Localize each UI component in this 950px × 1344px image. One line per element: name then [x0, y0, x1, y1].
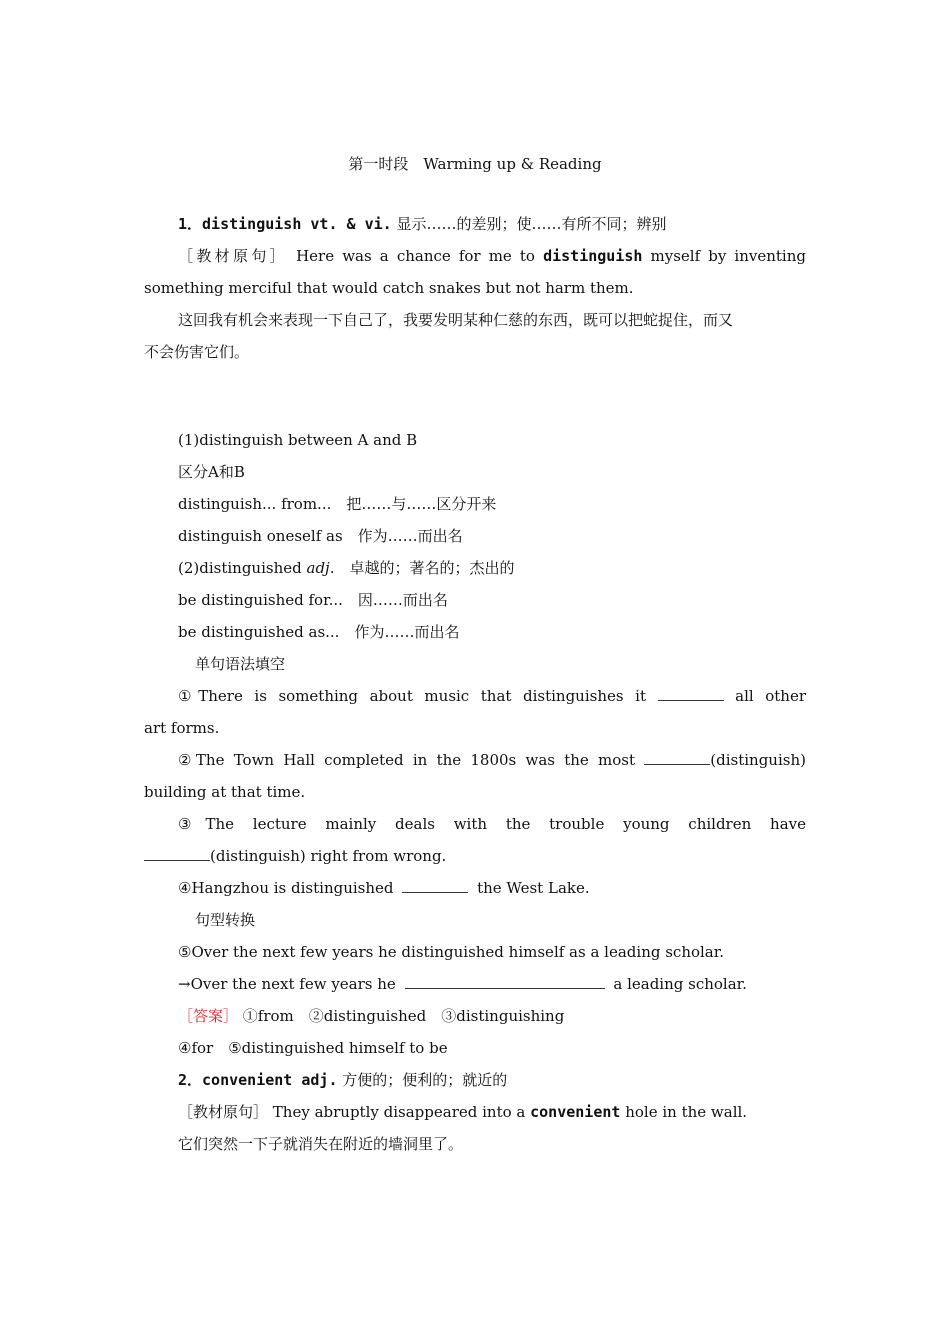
note-line: distinguish... from... 把……与……区分开来	[178, 495, 497, 513]
keyword: distinguish	[543, 247, 643, 265]
answer-blank[interactable]	[402, 878, 468, 893]
answer-line1	[178, 1006, 806, 1026]
question-4	[178, 878, 806, 898]
keyword: convenient	[530, 1103, 621, 1121]
question-3-line2	[144, 846, 806, 866]
vocab-heading-convenient	[178, 1070, 806, 1090]
question-text: →Over the next few years he	[178, 975, 396, 993]
answer-blank[interactable]	[658, 686, 724, 701]
answer-blank[interactable]	[405, 974, 605, 989]
item-number: 1．	[178, 215, 203, 233]
question-text: (distinguish) right from wrong.	[210, 847, 447, 865]
textbook-sentence-line2: something merciful that would catch snakes but not harm them.	[144, 279, 634, 297]
part-of-speech: adj.	[306, 559, 335, 577]
textbook-sentence-2	[178, 1102, 806, 1122]
question-1-line1	[178, 686, 806, 706]
answer-line2: ④for ⑤distinguished himself to be	[178, 1039, 448, 1057]
translation-2: 它们突然一下子就消失在附近的墙洞里了。	[178, 1135, 464, 1153]
sentence-part: hole in the wall.	[625, 1103, 748, 1121]
answer-tag: ［答案］	[178, 1007, 239, 1025]
answer-blank[interactable]	[144, 846, 210, 861]
answer-blank[interactable]	[644, 750, 710, 765]
headword-meaning: 方便的；便利的；就近的	[342, 1071, 508, 1089]
textbook-tag: ［教材原句］	[178, 247, 288, 265]
exercise-heading-fill: 单句语法填空	[195, 655, 286, 673]
translation-line2: 不会伤害它们。	[144, 343, 250, 361]
headword-meaning: 显示……的差别；使……有所不同；辨别	[396, 215, 667, 233]
page-title: 第一时段 Warming up & Reading	[348, 155, 602, 173]
question-text: ①There is something about music that distinguishes it	[178, 687, 646, 705]
headword: distinguish vt. & vi.	[202, 215, 392, 233]
note-line: (1)distinguish between A and B	[178, 431, 418, 449]
note-line: be distinguished for... 因……而出名	[178, 591, 448, 609]
question-5: ⑤Over the next few years he distinguished himself as a leading scholar.	[178, 943, 725, 961]
headword: convenient adj.	[202, 1071, 338, 1089]
note-line	[178, 558, 806, 578]
question-1-line2: art forms.	[144, 719, 220, 737]
sentence-part: They abruptly disappeared into a	[272, 1103, 526, 1121]
note-part: 卓越的；著名的；杰出的	[334, 559, 515, 577]
translation-line1: 这回我有机会来表现一下自己了，我要发明某种仁慈的东西，既可以把蛇捉住，而又	[178, 311, 734, 329]
vocab-heading-distinguish	[178, 214, 806, 234]
note-part: (2)distinguished	[178, 559, 302, 577]
answer-text: ①from ②distinguished ③distinguishing	[242, 1007, 565, 1025]
exercise-heading-transform: 句型转换	[195, 911, 256, 929]
question-5-rewrite	[178, 974, 806, 994]
note-line: be distinguished as... 作为……而出名	[178, 623, 460, 641]
note-line: 区分A和B	[178, 463, 245, 481]
question-2-line1	[178, 750, 806, 770]
question-2-line2: building at that time.	[144, 783, 306, 801]
question-text: ②The Town Hall completed in the 1800s was the most	[178, 751, 636, 769]
textbook-tag: ［教材原句］	[178, 1103, 269, 1121]
question-text: ④Hangzhou is distinguished	[178, 879, 394, 897]
item-number: 2．	[178, 1071, 203, 1089]
question-text: the West Lake.	[477, 879, 590, 897]
note-line: distinguish oneself as 作为……而出名	[178, 527, 463, 545]
sentence-part: Here was a chance for me to	[296, 247, 535, 265]
sentence-part: myself by inventing	[650, 247, 806, 265]
question-text: a leading scholar.	[613, 975, 747, 993]
question-3-line1: ③The lecture mainly deals with the trouble young children have	[178, 815, 806, 833]
textbook-sentence-line1	[178, 246, 806, 266]
question-hint: (distinguish)	[710, 751, 806, 769]
question-text: all other	[735, 687, 806, 705]
